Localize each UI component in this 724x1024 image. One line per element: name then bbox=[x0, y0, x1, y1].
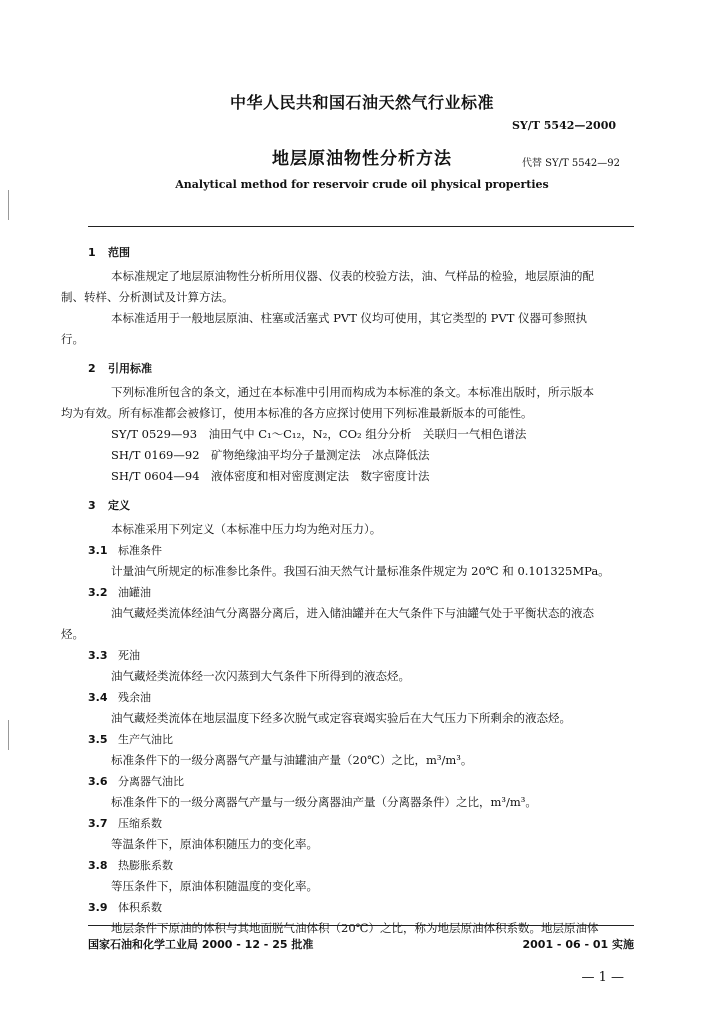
document-title-en: Analytical method for reservoir crude oil physical properties bbox=[175, 178, 549, 191]
paragraph-line: 制、转样、分析测试及计算方法。 bbox=[61, 290, 234, 304]
definition-text: 油气藏烃类流体经油气分离器分离后，进入储油罐并在大气条件下与油罐气处于平衡状态的液态 bbox=[111, 606, 594, 620]
clause-number: 3.6 bbox=[88, 775, 108, 788]
definition-heading bbox=[88, 771, 636, 792]
replaces-standard: 代替 SY/T 5542—92 bbox=[522, 158, 621, 169]
clause-number: 3.4 bbox=[88, 691, 108, 704]
document-title-cn: 地层原油物性分析方法 bbox=[272, 149, 452, 169]
definition-text: 烃。 bbox=[61, 627, 84, 641]
paragraph bbox=[61, 266, 636, 350]
footer-rule bbox=[88, 925, 634, 926]
clause-number: 3.2 bbox=[88, 586, 108, 599]
reference-item: SH/T 0169—92 矿物绝缘油平均分子量测定法 冰点降低法 bbox=[111, 448, 430, 462]
definition-heading bbox=[88, 813, 636, 834]
section-heading bbox=[88, 358, 636, 379]
clause-number: 3.8 bbox=[88, 859, 108, 872]
section-number: 2 bbox=[88, 362, 96, 375]
paragraph-line: 下列标准所包含的条文，通过在本标准中引用而构成为本标准的条文。本标准出版时，所示版本 bbox=[111, 385, 594, 399]
section-number: 3 bbox=[88, 499, 96, 512]
section-heading bbox=[88, 495, 636, 516]
definition-heading bbox=[88, 645, 636, 666]
clause-number: 3.5 bbox=[88, 733, 108, 746]
industry-standard-heading: 中华人民共和国石油天然气行业标准 bbox=[229, 93, 494, 112]
clause-title: 热膨胀系数 bbox=[118, 859, 173, 872]
section-title: 范围 bbox=[108, 246, 130, 259]
section-title: 引用标准 bbox=[108, 362, 152, 375]
definition-heading bbox=[88, 729, 636, 750]
definition-text: 标准条件下的一级分离器气产量与油罐油产量（20℃）之比，m³/m³。 bbox=[111, 753, 473, 767]
scan-mark bbox=[8, 190, 9, 220]
paragraph-line: 本标准规定了地层原油物性分析所用仪器、仪表的校验方法，油、气样品的检验，地层原油的配 bbox=[111, 269, 594, 283]
paragraph bbox=[61, 382, 636, 487]
definition-heading bbox=[88, 582, 636, 603]
clause-number: 3.3 bbox=[88, 649, 108, 662]
clause-title: 压缩系数 bbox=[118, 817, 162, 830]
page-number: — 1 — bbox=[581, 970, 624, 985]
definition-heading bbox=[88, 897, 636, 918]
section-heading bbox=[88, 242, 636, 263]
clause-number: 3.7 bbox=[88, 817, 108, 830]
definition-heading bbox=[88, 855, 636, 876]
clause-number: 3.9 bbox=[88, 901, 108, 914]
definition-text: 标准条件下的一级分离器气产量与一级分离器油产量（分离器条件）之比，m³/m³。 bbox=[111, 795, 537, 809]
standard-number: SY/T 5542—2000 bbox=[511, 119, 616, 132]
paragraph-line: 本标准适用于一般地层原油、柱塞或活塞式 PVT 仪均可使用，其它类型的 PVT 仪器可参照执 bbox=[111, 311, 588, 325]
approval-note: 国家石油和化学工业局 2000 - 12 - 25 批准 bbox=[88, 938, 314, 951]
definition-text: 油气藏烃类流体在地层温度下经多次脱气或定容衰竭实验后在大气压力下所剩余的液态烃。 bbox=[111, 711, 571, 725]
definition-text: 等压条件下，原油体积随温度的变化率。 bbox=[111, 879, 318, 893]
clause-title: 标准条件 bbox=[118, 544, 162, 557]
definition-text: 地层条件下原油的体积与其地面脱气油体积（20℃）之比，称为地层原油体积系数。地层原油体 bbox=[111, 921, 599, 935]
document-body bbox=[61, 236, 636, 939]
clause-title: 体积系数 bbox=[118, 901, 162, 914]
paragraph-line: 本标准采用下列定义（本标准中压力均为绝对压力）。 bbox=[111, 522, 382, 536]
definition-text: 计量油气所规定的标准参比条件。我国石油天然气计量标准条件规定为 20℃ 和 0.101325MPa。 bbox=[111, 564, 610, 578]
clause-number: 3.1 bbox=[88, 544, 108, 557]
definition-text: 油气藏烃类流体经一次闪蒸到大气条件下所得到的液态烃。 bbox=[111, 669, 410, 683]
definition-heading bbox=[88, 540, 636, 561]
paragraph-line: 行。 bbox=[61, 332, 84, 346]
clause-title: 油罐油 bbox=[118, 586, 151, 599]
clause-title: 生产气油比 bbox=[118, 733, 173, 746]
clause-title: 残余油 bbox=[118, 691, 151, 704]
clause-title: 死油 bbox=[118, 649, 140, 662]
section-title: 定义 bbox=[108, 499, 130, 512]
definition-text: 等温条件下，原油体积随压力的变化率。 bbox=[111, 837, 318, 851]
paragraph-line: 均为有效。所有标准都会被修订，使用本标准的各方应探讨使用下列标准最新版本的可能性。 bbox=[61, 406, 533, 420]
reference-item: SH/T 0604—94 液体密度和相对密度测定法 数字密度计法 bbox=[111, 469, 430, 483]
definition-heading bbox=[88, 687, 636, 708]
reference-item: SY/T 0529—93 油田气中 C₁～C₁₂，N₂，CO₂ 组分分析 关联归一气相色谱法 bbox=[111, 427, 527, 441]
scan-mark bbox=[8, 720, 9, 750]
clause-title: 分离器气油比 bbox=[118, 775, 184, 788]
section-number: 1 bbox=[88, 246, 96, 259]
effective-date: 2001 - 06 - 01 实施 bbox=[522, 938, 634, 951]
header-rule bbox=[88, 226, 634, 227]
